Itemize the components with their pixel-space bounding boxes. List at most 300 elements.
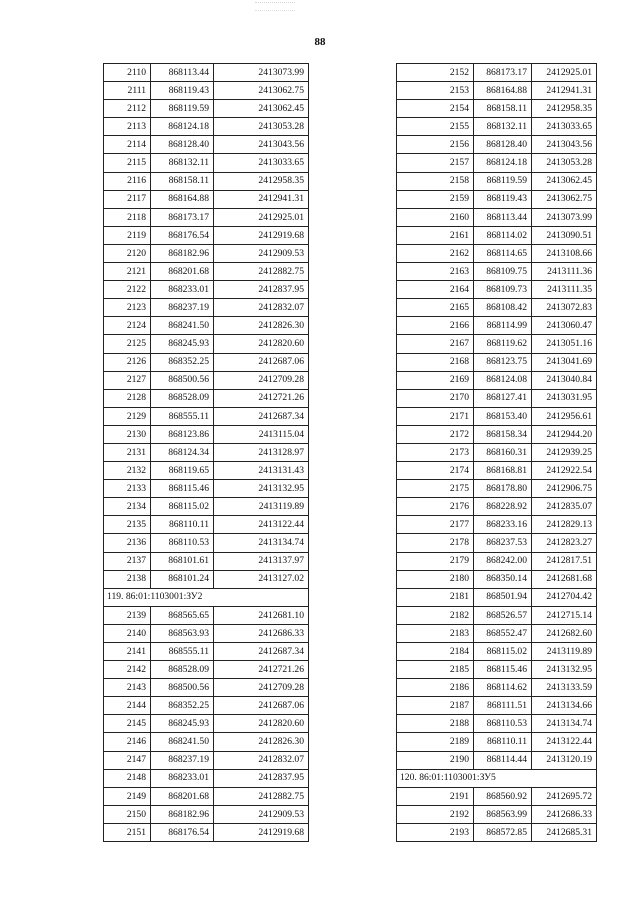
point-number-cell: 2146 [104,733,151,751]
table-row [104,263,309,281]
y-coordinate-cell: 2412820.60 [214,335,309,353]
point-number-cell: 2156 [397,136,474,154]
point-number-cell: 2145 [104,715,151,733]
y-coordinate-cell: 2412882.75 [214,263,309,281]
point-number-cell: 2171 [397,407,474,425]
y-coordinate-cell: 2412941.31 [214,190,309,208]
point-number-cell: 2140 [104,624,151,642]
x-coordinate-cell: 868528.09 [151,389,214,407]
table-row [104,661,309,679]
y-coordinate-cell: 2413073.99 [532,208,597,226]
point-number-cell: 2133 [104,480,151,498]
y-coordinate-cell: 2413051.16 [532,335,597,353]
y-coordinate-cell: 2413132.95 [532,661,597,679]
y-coordinate-cell: 2412941.31 [532,82,597,100]
point-number-cell: 2113 [104,118,151,136]
y-coordinate-cell: 2412687.34 [214,407,309,425]
table-row [104,389,309,407]
y-coordinate-cell: 2413115.04 [214,425,309,443]
y-coordinate-cell: 2413134.66 [532,697,597,715]
y-coordinate-cell: 2413062.75 [214,82,309,100]
table-row [104,317,309,335]
x-coordinate-cell: 868132.11 [474,118,532,136]
table-row [104,606,309,624]
section-title: 120. 86:01:1103001:ЗУ5 [397,769,597,787]
point-number-cell: 2128 [104,389,151,407]
y-coordinate-cell: 2412939.25 [532,443,597,461]
point-number-cell: 2177 [397,516,474,534]
x-coordinate-cell: 868119.59 [151,100,214,118]
table-row [397,823,597,841]
table-row [397,226,597,244]
x-coordinate-cell: 868500.56 [151,371,214,389]
table-row [104,715,309,733]
x-coordinate-cell: 868119.43 [151,82,214,100]
y-coordinate-cell: 2412682.60 [532,624,597,642]
table-row [397,136,597,154]
x-coordinate-cell: 868501.94 [474,588,532,606]
y-coordinate-cell: 2412919.68 [214,226,309,244]
y-coordinate-cell: 2412823.27 [532,534,597,552]
point-number-cell: 2121 [104,263,151,281]
y-coordinate-cell: 2413132.95 [214,480,309,498]
section-header-row [397,769,597,787]
point-number-cell: 2166 [397,317,474,335]
x-coordinate-cell: 868123.86 [151,425,214,443]
table-row [397,498,597,516]
x-coordinate-cell: 868153.40 [474,407,532,425]
table-row [397,335,597,353]
x-coordinate-cell: 868110.53 [474,715,532,733]
point-number-cell: 2187 [397,697,474,715]
y-coordinate-cell: 2413073.99 [214,64,309,82]
point-number-cell: 2134 [104,498,151,516]
right-coordinates-table [396,63,597,842]
x-coordinate-cell: 868110.11 [474,733,532,751]
point-number-cell: 2135 [104,516,151,534]
point-number-cell: 2175 [397,480,474,498]
y-coordinate-cell: 2412832.07 [214,751,309,769]
x-coordinate-cell: 868237.19 [151,299,214,317]
table-row [104,570,309,588]
table-row [104,769,309,787]
point-number-cell: 2191 [397,787,474,805]
x-coordinate-cell: 868560.92 [474,787,532,805]
y-coordinate-cell: 2413120.19 [532,751,597,769]
point-number-cell: 2147 [104,751,151,769]
table-row [104,425,309,443]
table-row [397,570,597,588]
point-number-cell: 2153 [397,82,474,100]
point-number-cell: 2111 [104,82,151,100]
x-coordinate-cell: 868201.68 [151,787,214,805]
y-coordinate-cell: 2413031.95 [532,389,597,407]
left-table-body [104,64,309,842]
point-number-cell: 2138 [104,570,151,588]
y-coordinate-cell: 2413122.44 [532,733,597,751]
table-row [104,516,309,534]
x-coordinate-cell: 868500.56 [151,679,214,697]
y-coordinate-cell: 2413128.97 [214,443,309,461]
x-coordinate-cell: 868182.96 [151,244,214,262]
x-coordinate-cell: 868352.25 [151,353,214,371]
point-number-cell: 2180 [397,570,474,588]
point-number-cell: 2167 [397,335,474,353]
table-row [104,443,309,461]
y-coordinate-cell: 2413133.59 [532,679,597,697]
x-coordinate-cell: 868115.02 [474,643,532,661]
point-number-cell: 2124 [104,317,151,335]
table-row [397,697,597,715]
y-coordinate-cell: 2413041.69 [532,353,597,371]
point-number-cell: 2130 [104,425,151,443]
point-number-cell: 2160 [397,208,474,226]
table-row [104,679,309,697]
point-number-cell: 2139 [104,606,151,624]
table-row [104,733,309,751]
point-number-cell: 2186 [397,679,474,697]
y-coordinate-cell: 2413033.65 [214,154,309,172]
x-coordinate-cell: 868158.11 [474,100,532,118]
y-coordinate-cell: 2412829.13 [532,516,597,534]
table-row [397,715,597,733]
table-row [104,64,309,82]
x-coordinate-cell: 868555.11 [151,643,214,661]
point-number-cell: 2157 [397,154,474,172]
point-number-cell: 2176 [397,498,474,516]
point-number-cell: 2169 [397,371,474,389]
x-coordinate-cell: 868178.80 [474,480,532,498]
point-number-cell: 2165 [397,299,474,317]
table-row [397,552,597,570]
table-row [397,190,597,208]
x-coordinate-cell: 868115.46 [474,661,532,679]
y-coordinate-cell: 2412882.75 [214,787,309,805]
x-coordinate-cell: 868113.44 [151,64,214,82]
y-coordinate-cell: 2412922.54 [532,462,597,480]
y-coordinate-cell: 2412826.30 [214,317,309,335]
point-number-cell: 2132 [104,462,151,480]
x-coordinate-cell: 868552.47 [474,624,532,642]
y-coordinate-cell: 2412958.35 [532,100,597,118]
point-number-cell: 2116 [104,172,151,190]
point-number-cell: 2172 [397,425,474,443]
x-coordinate-cell: 868132.11 [151,154,214,172]
y-coordinate-cell: 2412837.95 [214,769,309,787]
point-number-cell: 2164 [397,281,474,299]
x-coordinate-cell: 868245.93 [151,335,214,353]
x-coordinate-cell: 868123.75 [474,353,532,371]
page-number: 88 [314,36,326,48]
point-number-cell: 2173 [397,443,474,461]
y-coordinate-cell: 2413090.51 [532,226,597,244]
y-coordinate-cell: 2413040.84 [532,371,597,389]
table-row [104,787,309,805]
section-header-row [104,588,309,606]
x-coordinate-cell: 868173.17 [474,64,532,82]
x-coordinate-cell: 868201.68 [151,263,214,281]
x-coordinate-cell: 868128.40 [151,136,214,154]
y-coordinate-cell: 2412721.26 [214,661,309,679]
table-row [104,244,309,262]
x-coordinate-cell: 868115.46 [151,480,214,498]
x-coordinate-cell: 868115.02 [151,498,214,516]
point-number-cell: 2127 [104,371,151,389]
y-coordinate-cell: 2412687.06 [214,697,309,715]
table-row [104,534,309,552]
x-coordinate-cell: 868182.96 [151,805,214,823]
x-coordinate-cell: 868241.50 [151,733,214,751]
x-coordinate-cell: 868124.34 [151,443,214,461]
x-coordinate-cell: 868124.18 [474,154,532,172]
x-coordinate-cell: 868237.53 [474,534,532,552]
table-row [104,498,309,516]
point-number-cell: 2189 [397,733,474,751]
y-coordinate-cell: 2412709.28 [214,371,309,389]
y-coordinate-cell: 2413062.45 [532,172,597,190]
table-row [104,697,309,715]
y-coordinate-cell: 2413134.74 [532,715,597,733]
point-number-cell: 2185 [397,661,474,679]
point-number-cell: 2122 [104,281,151,299]
y-coordinate-cell: 2413072.83 [532,299,597,317]
point-number-cell: 2110 [104,64,151,82]
point-number-cell: 2190 [397,751,474,769]
point-number-cell: 2126 [104,353,151,371]
x-coordinate-cell: 868114.02 [474,226,532,244]
point-number-cell: 2174 [397,462,474,480]
y-coordinate-cell: 2413127.02 [214,570,309,588]
point-number-cell: 2118 [104,208,151,226]
y-coordinate-cell: 2412721.26 [214,389,309,407]
point-number-cell: 2143 [104,679,151,697]
x-coordinate-cell: 868108.42 [474,299,532,317]
table-row [397,516,597,534]
y-coordinate-cell: 2412681.10 [214,606,309,624]
point-number-cell: 2192 [397,805,474,823]
x-coordinate-cell: 868173.17 [151,208,214,226]
table-row [397,299,597,317]
x-coordinate-cell: 868572.85 [474,823,532,841]
y-coordinate-cell: 2413119.89 [214,498,309,516]
table-row [397,353,597,371]
point-number-cell: 2129 [104,407,151,425]
x-coordinate-cell: 868124.18 [151,118,214,136]
x-coordinate-cell: 868109.73 [474,281,532,299]
y-coordinate-cell: 2412958.35 [214,172,309,190]
x-coordinate-cell: 868128.40 [474,136,532,154]
y-coordinate-cell: 2413119.89 [532,643,597,661]
x-coordinate-cell: 868164.88 [474,82,532,100]
table-row [397,606,597,624]
table-row [397,82,597,100]
y-coordinate-cell: 2413053.28 [214,118,309,136]
table-row [397,787,597,805]
table-row [397,679,597,697]
point-number-cell: 2155 [397,118,474,136]
y-coordinate-cell: 2412695.72 [532,787,597,805]
y-coordinate-cell: 2413062.45 [214,100,309,118]
y-coordinate-cell: 2413108.66 [532,244,597,262]
y-coordinate-cell: 2413043.56 [214,136,309,154]
y-coordinate-cell: 2412925.01 [214,208,309,226]
table-row [397,733,597,751]
x-coordinate-cell: 868119.59 [474,172,532,190]
y-coordinate-cell: 2413033.65 [532,118,597,136]
y-coordinate-cell: 2412944.20 [532,425,597,443]
table-row [397,317,597,335]
scan-header-mark [255,2,295,11]
x-coordinate-cell: 868350.14 [474,570,532,588]
table-row [397,805,597,823]
y-coordinate-cell: 2412919.68 [214,823,309,841]
section-title: 119. 86:01:1103001:ЗУ2 [104,588,309,606]
point-number-cell: 2178 [397,534,474,552]
x-coordinate-cell: 868164.88 [151,190,214,208]
point-number-cell: 2159 [397,190,474,208]
table-row [397,462,597,480]
point-number-cell: 2142 [104,661,151,679]
point-number-cell: 2148 [104,769,151,787]
point-number-cell: 2170 [397,389,474,407]
y-coordinate-cell: 2412681.68 [532,570,597,588]
table-row [104,208,309,226]
table-row [397,534,597,552]
point-number-cell: 2149 [104,787,151,805]
point-number-cell: 2152 [397,64,474,82]
x-coordinate-cell: 868237.19 [151,751,214,769]
y-coordinate-cell: 2412832.07 [214,299,309,317]
table-row [397,64,597,82]
x-coordinate-cell: 868241.50 [151,317,214,335]
y-coordinate-cell: 2412925.01 [532,64,597,82]
y-coordinate-cell: 2412685.31 [532,823,597,841]
x-coordinate-cell: 868124.08 [474,371,532,389]
table-row [397,425,597,443]
x-coordinate-cell: 868168.81 [474,462,532,480]
x-coordinate-cell: 868242.00 [474,552,532,570]
y-coordinate-cell: 2412687.34 [214,643,309,661]
point-number-cell: 2125 [104,335,151,353]
x-coordinate-cell: 868563.99 [474,805,532,823]
table-row [104,82,309,100]
table-row [104,823,309,841]
table-row [397,407,597,425]
y-coordinate-cell: 2412820.60 [214,715,309,733]
table-row [104,335,309,353]
table-row [104,281,309,299]
x-coordinate-cell: 868160.31 [474,443,532,461]
x-coordinate-cell: 868563.93 [151,624,214,642]
y-coordinate-cell: 2412704.42 [532,588,597,606]
y-coordinate-cell: 2413043.56 [532,136,597,154]
y-coordinate-cell: 2413131.43 [214,462,309,480]
table-row [104,226,309,244]
y-coordinate-cell: 2413122.44 [214,516,309,534]
x-coordinate-cell: 868158.34 [474,425,532,443]
point-number-cell: 2162 [397,244,474,262]
table-row [397,281,597,299]
x-coordinate-cell: 868176.54 [151,226,214,244]
point-number-cell: 2163 [397,263,474,281]
point-number-cell: 2188 [397,715,474,733]
point-number-cell: 2193 [397,823,474,841]
x-coordinate-cell: 868233.01 [151,281,214,299]
y-coordinate-cell: 2412817.51 [532,552,597,570]
table-row [104,172,309,190]
x-coordinate-cell: 868113.44 [474,208,532,226]
table-row [104,462,309,480]
table-row [397,100,597,118]
table-row [397,263,597,281]
table-row [104,100,309,118]
table-row [397,371,597,389]
x-coordinate-cell: 868526.57 [474,606,532,624]
point-number-cell: 2115 [104,154,151,172]
x-coordinate-cell: 868127.41 [474,389,532,407]
table-row [104,154,309,172]
x-coordinate-cell: 868245.93 [151,715,214,733]
table-row [104,407,309,425]
point-number-cell: 2136 [104,534,151,552]
point-number-cell: 2117 [104,190,151,208]
y-coordinate-cell: 2412687.06 [214,353,309,371]
y-coordinate-cell: 2412909.53 [214,244,309,262]
table-row [397,118,597,136]
x-coordinate-cell: 868228.92 [474,498,532,516]
y-coordinate-cell: 2412906.75 [532,480,597,498]
table-row [397,661,597,679]
x-coordinate-cell: 868119.43 [474,190,532,208]
y-coordinate-cell: 2413134.74 [214,534,309,552]
point-number-cell: 2182 [397,606,474,624]
y-coordinate-cell: 2412909.53 [214,805,309,823]
table-row [104,552,309,570]
point-number-cell: 2184 [397,643,474,661]
point-number-cell: 2131 [104,443,151,461]
x-coordinate-cell: 868233.01 [151,769,214,787]
y-coordinate-cell: 2413053.28 [532,154,597,172]
point-number-cell: 2119 [104,226,151,244]
x-coordinate-cell: 868119.65 [151,462,214,480]
table-row [397,588,597,606]
x-coordinate-cell: 868110.53 [151,534,214,552]
point-number-cell: 2144 [104,697,151,715]
table-row [104,751,309,769]
x-coordinate-cell: 868114.99 [474,317,532,335]
left-coordinates-table [103,63,309,842]
y-coordinate-cell: 2412826.30 [214,733,309,751]
x-coordinate-cell: 868528.09 [151,661,214,679]
point-number-cell: 2183 [397,624,474,642]
x-coordinate-cell: 868352.25 [151,697,214,715]
x-coordinate-cell: 868101.61 [151,552,214,570]
y-coordinate-cell: 2412709.28 [214,679,309,697]
y-coordinate-cell: 2413137.97 [214,552,309,570]
y-coordinate-cell: 2412837.95 [214,281,309,299]
table-row [397,389,597,407]
y-coordinate-cell: 2413062.75 [532,190,597,208]
point-number-cell: 2181 [397,588,474,606]
table-row [397,443,597,461]
y-coordinate-cell: 2412835.07 [532,498,597,516]
table-row [104,118,309,136]
table-row [397,244,597,262]
point-number-cell: 2112 [104,100,151,118]
y-coordinate-cell: 2412686.33 [532,805,597,823]
table-row [104,805,309,823]
table-row [104,480,309,498]
